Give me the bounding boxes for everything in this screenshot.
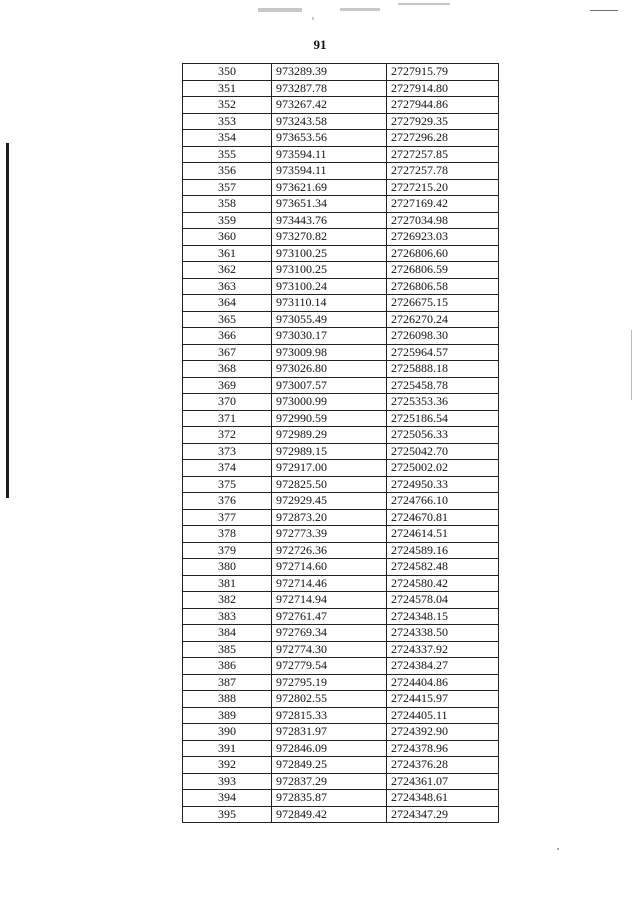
- easting-cell: 973026.80: [272, 361, 387, 378]
- easting-cell: 973055.49: [272, 311, 387, 328]
- easting-cell: 972714.60: [272, 559, 387, 576]
- northing-cell: 2727296.28: [387, 130, 499, 147]
- northing-cell: 2724766.10: [387, 493, 499, 510]
- point-number-cell: 373: [183, 443, 272, 460]
- easting-cell: 972849.25: [272, 757, 387, 774]
- point-number-cell: 377: [183, 509, 272, 526]
- easting-cell: 973100.25: [272, 262, 387, 279]
- northing-cell: 2724337.92: [387, 641, 499, 658]
- easting-cell: 972929.45: [272, 493, 387, 510]
- table-row: [183, 394, 499, 411]
- table-row: [183, 575, 499, 592]
- easting-cell: 973007.57: [272, 377, 387, 394]
- northing-cell: 2727169.42: [387, 196, 499, 213]
- point-number-cell: 392: [183, 757, 272, 774]
- table-row: [183, 212, 499, 229]
- point-number-cell: 391: [183, 740, 272, 757]
- easting-cell: 972769.34: [272, 625, 387, 642]
- table-row: [183, 509, 499, 526]
- northing-cell: 2726806.60: [387, 245, 499, 262]
- point-number-cell: 390: [183, 724, 272, 741]
- point-number-cell: 376: [183, 493, 272, 510]
- table-row: [183, 592, 499, 609]
- table-row: [183, 691, 499, 708]
- table-row: [183, 196, 499, 213]
- northing-cell: 2726806.58: [387, 278, 499, 295]
- table-row: [183, 361, 499, 378]
- northing-cell: 2724415.97: [387, 691, 499, 708]
- point-number-cell: 370: [183, 394, 272, 411]
- point-number-cell: 380: [183, 559, 272, 576]
- table-row: [183, 328, 499, 345]
- table-row: [183, 113, 499, 130]
- northing-cell: 2726806.59: [387, 262, 499, 279]
- table-row: [183, 740, 499, 757]
- table-row: [183, 757, 499, 774]
- table-row: [183, 278, 499, 295]
- table-row: [183, 80, 499, 97]
- northing-cell: 2724361.07: [387, 773, 499, 790]
- table-row: [183, 790, 499, 807]
- point-number-cell: 357: [183, 179, 272, 196]
- table-row: [183, 559, 499, 576]
- point-number-cell: 367: [183, 344, 272, 361]
- point-number-cell: 372: [183, 427, 272, 444]
- easting-cell: 972837.29: [272, 773, 387, 790]
- point-number-cell: 381: [183, 575, 272, 592]
- table-row: [183, 64, 499, 81]
- easting-cell: 972714.94: [272, 592, 387, 609]
- easting-cell: 972825.50: [272, 476, 387, 493]
- point-number-cell: 382: [183, 592, 272, 609]
- easting-cell: 972802.55: [272, 691, 387, 708]
- northing-cell: 2724378.96: [387, 740, 499, 757]
- northing-cell: 2724670.81: [387, 509, 499, 526]
- table-row: [183, 625, 499, 642]
- table-row: [183, 641, 499, 658]
- table-row: [183, 542, 499, 559]
- northing-cell: 2724338.50: [387, 625, 499, 642]
- northing-cell: 2725888.18: [387, 361, 499, 378]
- table-row: [183, 806, 499, 823]
- point-number-cell: 350: [183, 64, 272, 81]
- table-row: [183, 179, 499, 196]
- point-number-cell: 394: [183, 790, 272, 807]
- northing-cell: 2724404.86: [387, 674, 499, 691]
- northing-cell: 2724580.42: [387, 575, 499, 592]
- table-row: [183, 229, 499, 246]
- page-number: 91: [313, 37, 327, 52]
- table-row: [183, 658, 499, 675]
- easting-cell: 973270.82: [272, 229, 387, 246]
- table-row: [183, 460, 499, 477]
- point-number-cell: 365: [183, 311, 272, 328]
- table-row: [183, 410, 499, 427]
- easting-cell: 973030.17: [272, 328, 387, 345]
- table-row: [183, 344, 499, 361]
- table-row: [183, 262, 499, 279]
- northing-cell: 2725964.57: [387, 344, 499, 361]
- northing-cell: 2724348.61: [387, 790, 499, 807]
- northing-cell: 2724589.16: [387, 542, 499, 559]
- point-number-cell: 351: [183, 80, 272, 97]
- northing-cell: 2726098.30: [387, 328, 499, 345]
- point-number-cell: 389: [183, 707, 272, 724]
- point-number-cell: 369: [183, 377, 272, 394]
- easting-cell: 972989.15: [272, 443, 387, 460]
- northing-cell: 2727215.20: [387, 179, 499, 196]
- northing-cell: 2727257.78: [387, 163, 499, 180]
- northing-cell: 2724392.90: [387, 724, 499, 741]
- northing-cell: 2727915.79: [387, 64, 499, 81]
- point-number-cell: 387: [183, 674, 272, 691]
- easting-cell: 972815.33: [272, 707, 387, 724]
- easting-cell: 972795.19: [272, 674, 387, 691]
- table-row: [183, 476, 499, 493]
- table-row: [183, 526, 499, 543]
- northing-cell: 2725353.36: [387, 394, 499, 411]
- point-number-cell: 353: [183, 113, 272, 130]
- point-number-cell: 366: [183, 328, 272, 345]
- northing-cell: 2725056.33: [387, 427, 499, 444]
- easting-cell: 972831.97: [272, 724, 387, 741]
- northing-cell: 2724578.04: [387, 592, 499, 609]
- easting-cell: 973100.25: [272, 245, 387, 262]
- easting-cell: 973243.58: [272, 113, 387, 130]
- point-number-cell: 386: [183, 658, 272, 675]
- point-number-cell: 358: [183, 196, 272, 213]
- northing-cell: 2727944.86: [387, 97, 499, 114]
- easting-cell: 972917.00: [272, 460, 387, 477]
- easting-cell: 973653.56: [272, 130, 387, 147]
- easting-cell: 972779.54: [272, 658, 387, 675]
- point-number-cell: 359: [183, 212, 272, 229]
- point-number-cell: 368: [183, 361, 272, 378]
- point-number-cell: 364: [183, 295, 272, 312]
- northing-cell: 2724614.51: [387, 526, 499, 543]
- easting-cell: 973621.69: [272, 179, 387, 196]
- table-row: [183, 245, 499, 262]
- northing-cell: 2726270.24: [387, 311, 499, 328]
- point-number-cell: 374: [183, 460, 272, 477]
- northing-cell: 2724347.29: [387, 806, 499, 823]
- table-row: [183, 163, 499, 180]
- table-row: [183, 427, 499, 444]
- northing-cell: 2726675.15: [387, 295, 499, 312]
- easting-cell: 972989.29: [272, 427, 387, 444]
- scan-edge-mark: [6, 143, 9, 498]
- point-number-cell: 375: [183, 476, 272, 493]
- point-number-cell: 388: [183, 691, 272, 708]
- point-number-cell: 379: [183, 542, 272, 559]
- point-number-cell: 355: [183, 146, 272, 163]
- easting-cell: 973287.78: [272, 80, 387, 97]
- table-row: [183, 311, 499, 328]
- point-number-cell: 383: [183, 608, 272, 625]
- table-row: [183, 773, 499, 790]
- table-row: [183, 443, 499, 460]
- easting-cell: 973594.11: [272, 146, 387, 163]
- easting-cell: 972835.87: [272, 790, 387, 807]
- northing-cell: 2727914.80: [387, 80, 499, 97]
- point-number-cell: 384: [183, 625, 272, 642]
- northing-cell: 2724376.28: [387, 757, 499, 774]
- easting-cell: 973100.24: [272, 278, 387, 295]
- northing-cell: 2725458.78: [387, 377, 499, 394]
- point-number-cell: 356: [183, 163, 272, 180]
- point-number-cell: 371: [183, 410, 272, 427]
- point-number-cell: 354: [183, 130, 272, 147]
- point-number-cell: 385: [183, 641, 272, 658]
- table-row: [183, 377, 499, 394]
- point-number-cell: 360: [183, 229, 272, 246]
- easting-cell: 972761.47: [272, 608, 387, 625]
- point-number-cell: 361: [183, 245, 272, 262]
- easting-cell: 973443.76: [272, 212, 387, 229]
- point-number-cell: 395: [183, 806, 272, 823]
- northing-cell: 2725042.70: [387, 443, 499, 460]
- northing-cell: 2726923.03: [387, 229, 499, 246]
- point-number-cell: 393: [183, 773, 272, 790]
- table-row: [183, 674, 499, 691]
- easting-cell: 972849.42: [272, 806, 387, 823]
- table-row: [183, 493, 499, 510]
- northing-cell: 2724582.48: [387, 559, 499, 576]
- easting-cell: 972773.39: [272, 526, 387, 543]
- scan-artifacts: [0, 0, 640, 22]
- easting-cell: 973009.98: [272, 344, 387, 361]
- point-number-cell: 378: [183, 526, 272, 543]
- coordinates-table: [182, 63, 499, 823]
- easting-cell: 972714.46: [272, 575, 387, 592]
- point-number-cell: 362: [183, 262, 272, 279]
- easting-cell: 973594.11: [272, 163, 387, 180]
- northing-cell: 2727257.85: [387, 146, 499, 163]
- easting-cell: 973267.42: [272, 97, 387, 114]
- table-row: [183, 146, 499, 163]
- easting-cell: 973289.39: [272, 64, 387, 81]
- easting-cell: 972846.09: [272, 740, 387, 757]
- table-row: [183, 724, 499, 741]
- northing-cell: 2724348.15: [387, 608, 499, 625]
- northing-cell: 2724405.11: [387, 707, 499, 724]
- easting-cell: 972774.30: [272, 641, 387, 658]
- point-number-cell: 363: [183, 278, 272, 295]
- easting-cell: 972726.36: [272, 542, 387, 559]
- easting-cell: 973110.14: [272, 295, 387, 312]
- easting-cell: 973651.34: [272, 196, 387, 213]
- northing-cell: 2724950.33: [387, 476, 499, 493]
- table-row: [183, 295, 499, 312]
- table-row: [183, 97, 499, 114]
- northing-cell: 2725002.02: [387, 460, 499, 477]
- table-row: [183, 707, 499, 724]
- northing-cell: 2725186.54: [387, 410, 499, 427]
- point-number-cell: 352: [183, 97, 272, 114]
- northing-cell: 2724384.27: [387, 658, 499, 675]
- easting-cell: 972873.20: [272, 509, 387, 526]
- easting-cell: 972990.59: [272, 410, 387, 427]
- easting-cell: 973000.99: [272, 394, 387, 411]
- northing-cell: 2727929.35: [387, 113, 499, 130]
- table-row: [183, 130, 499, 147]
- northing-cell: 2727034.98: [387, 212, 499, 229]
- table-row: [183, 608, 499, 625]
